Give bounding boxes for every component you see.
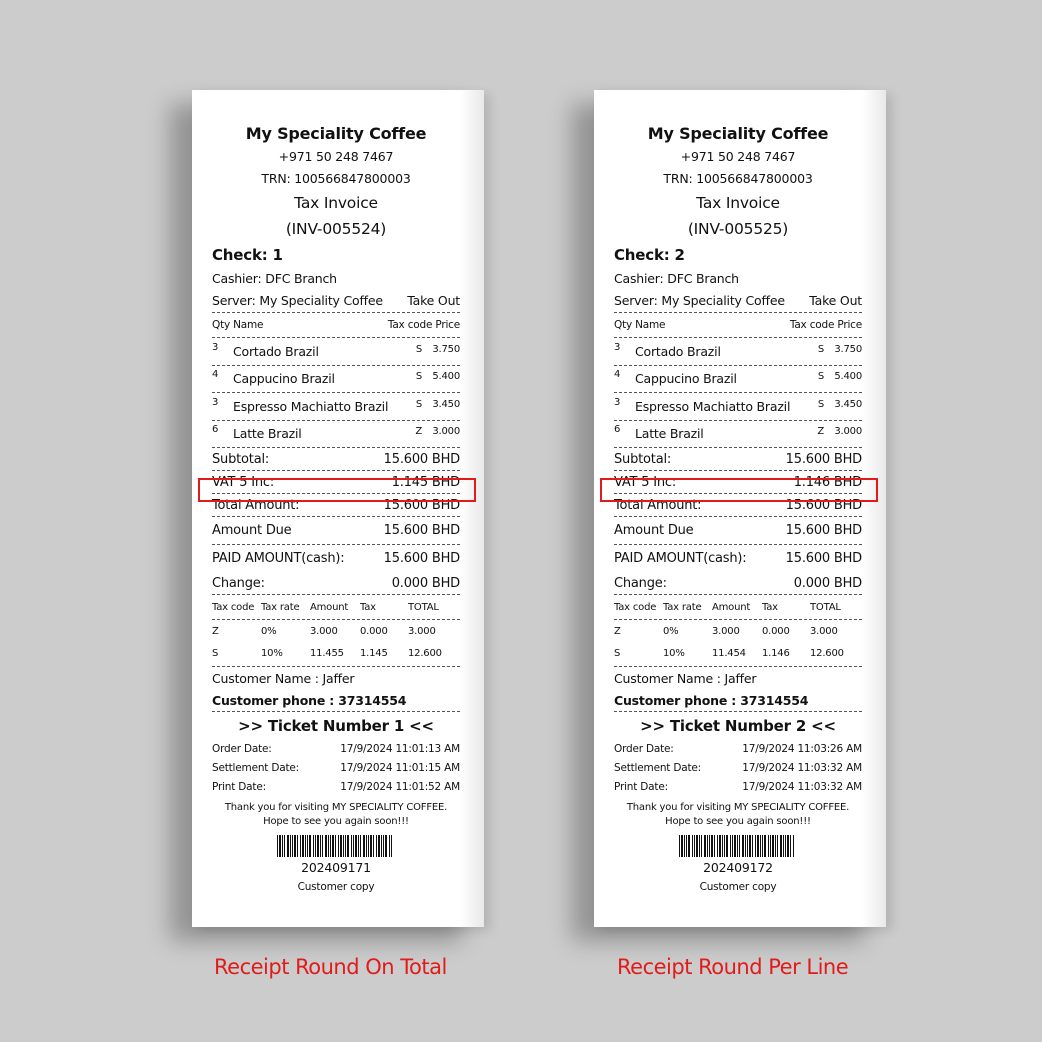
items-header [614,313,862,338]
item-name: Latte Brazil [635,426,704,442]
barcode-bar [780,835,782,857]
barcode-bar [279,835,281,857]
date-row [212,778,460,797]
store-phone: +971 50 248 7467 [680,149,796,164]
receipt-paper-round-per-line [594,90,886,927]
date-value: 17/9/2024 11:03:26 AM [742,743,862,755]
barcode-bar [355,835,357,857]
item-price: 3.000 [432,426,460,438]
amount-cell: 11.455 [310,647,344,659]
tax-code-header: Tax code [387,319,433,331]
barcode-bar [785,835,786,857]
amount-col: Amount [310,601,349,613]
barcode-bar [332,835,334,857]
tax-cell: 1.145 [360,647,388,659]
dates-list [614,740,862,797]
price-header: Price [837,319,862,331]
tax-rate-cell: 10% [663,647,685,659]
barcode-bar [768,835,769,857]
barcode-image [277,835,395,857]
item-name: Cappucino Brazil [233,371,335,387]
barcode-bar [742,835,744,857]
store-name: My Speciality Coffee [245,124,427,143]
barcode-bar [714,835,715,857]
barcode-bar [325,835,327,857]
date-label: Order Date: [614,743,674,755]
barcode-image [679,835,797,857]
barcode-bar [338,835,339,857]
items-header [212,313,460,338]
name-header: Name [635,319,666,331]
item-qty: 3 [212,341,219,353]
customer-name: Customer Name : Jaffer [614,671,757,686]
item-name: Cappucino Brazil [635,371,737,387]
barcode-bar [358,835,359,857]
trn-number: TRN: 100566847800003 [261,171,411,186]
barcode-bar [297,835,298,857]
tax-cell: 1.146 [762,647,790,659]
tax-rate-cell: 0% [663,625,679,637]
item-price: 3.750 [432,343,460,355]
trn-number: TRN: 100566847800003 [663,171,813,186]
paid-label: PAID AMOUNT(cash): [212,551,345,566]
item-name: Espresso Machiatto Brazil [635,398,791,414]
barcode-bar [287,835,289,857]
date-label: Print Date: [212,781,266,793]
thanks-line-2: Hope to see you again soon!!! [263,816,409,827]
item-price: 3.000 [834,426,862,438]
change-value: 0.000 BHD [391,575,460,591]
amount-due-label: Amount Due [212,523,292,538]
items-list [212,338,460,448]
item-tax-code: S [415,343,422,355]
barcode-bar [684,835,685,857]
thanks-line-2: Hope to see you again soon!!! [665,816,811,827]
vat-highlight-box-1 [198,478,476,502]
paid-value: 15.600 BHD [383,551,460,566]
amount-due-value: 15.600 BHD [383,523,460,538]
amount-cell: 3.000 [712,625,740,637]
paid-row [614,545,862,572]
total-col: TOTAL [810,601,841,613]
barcode-bar [734,835,736,857]
change-value: 0.000 BHD [793,575,862,591]
barcode-bar [692,835,693,857]
date-label: Settlement Date: [212,762,299,774]
total-label: Total Amount: [212,497,300,513]
price-header: Price [435,319,460,331]
date-row [614,759,862,778]
amount-due-label: Amount Due [614,523,694,538]
change-row [212,572,460,595]
item-qty: 3 [212,396,219,408]
barcode-bar [699,835,700,857]
barcode-bar [688,835,690,857]
change-label: Change: [212,575,265,591]
total-cell: 3.000 [810,625,838,637]
barcode-bar [292,835,293,857]
total-label: Total Amount: [614,497,702,513]
server-row [614,290,862,313]
date-row [614,740,862,759]
server-line: Server: My Speciality Coffee [614,293,785,308]
date-row [212,740,460,759]
date-value: 17/9/2024 11:03:32 AM [742,762,862,774]
tax-code-cell: Z [614,625,621,637]
barcode-bar [347,835,349,857]
receipt-paper-round-on-total [192,90,484,927]
customer-name: Customer Name : Jaffer [212,671,355,686]
receipt-content [212,122,460,895]
invoice-number: (INV-005524) [285,220,387,238]
barcode-bar [775,835,776,857]
barcode-bar [282,835,283,857]
barcode-bar [389,835,390,857]
item-name: Cortado Brazil [635,343,721,359]
item-tax-code: S [415,371,422,383]
barcode-bar [360,835,361,857]
check-number: Check: 1 [212,246,283,264]
barcode-bar [793,835,794,857]
copy-label: Customer copy [699,881,777,893]
name-header: Name [233,319,264,331]
barcode-bar [760,835,761,857]
item-tax-code: Z [817,426,824,438]
date-label: Settlement Date: [614,762,701,774]
barcode-bar [701,835,702,857]
barcode-bar [345,835,346,857]
vat-highlight-box-2 [600,478,878,502]
date-value: 17/9/2024 11:03:32 AM [742,781,862,793]
date-value: 17/9/2024 11:01:52 AM [340,781,460,793]
amount-col: Amount [712,601,751,613]
barcode-bar [686,835,687,857]
barcode-bar [719,835,721,857]
items-header-left [212,319,263,331]
tax-code-cell: Z [212,625,219,637]
barcode-bar [330,835,331,857]
vat-label: VAT 5 Inc: [614,474,677,490]
tax-col: Tax [762,601,778,613]
item-row [614,421,862,449]
barcode-bar [353,835,354,857]
barcode-bar [711,835,713,857]
item-row [614,393,862,421]
date-value: 17/9/2024 11:01:15 AM [340,762,460,774]
paid-row [212,545,460,572]
customer-phone: Customer phone : 37314554 [212,690,460,712]
cashier-line: Cashier: DFC Branch [212,271,337,286]
tax-code-col: Tax code [212,601,255,613]
thanks-line-1: Thank you for visiting MY SPECIALITY COFFEE. [224,802,448,813]
item-price: 3.450 [432,398,460,410]
barcode-bar [709,835,710,857]
barcode-bar [757,835,759,857]
thanks-line-1: Thank you for visiting MY SPECIALITY COFFEE. [626,802,850,813]
item-price: 3.750 [834,343,862,355]
tax-rate-cell: 0% [261,625,277,637]
barcode-bar [315,835,316,857]
item-price: 5.400 [834,371,862,383]
item-tax-code: S [817,398,824,410]
item-qty: 6 [212,424,219,436]
barcode-bar [277,835,278,857]
total-cell: 3.000 [408,625,436,637]
change-row [614,572,862,595]
barcode-bar [328,835,329,857]
item-tax-code: S [415,398,422,410]
caption-round-on-total: Receipt Round On Total [214,955,447,979]
barcode-bar [378,835,380,857]
vat-value: 1.146 BHD [793,474,862,490]
barcode-bar [309,835,311,857]
barcode-bar [290,835,291,857]
server-row [212,290,460,313]
item-qty: 3 [614,396,621,408]
item-qty: 6 [614,424,621,436]
item-name: Latte Brazil [233,426,302,442]
barcode-bar [284,835,285,857]
item-row [212,366,460,394]
item-row [614,366,862,394]
barcode-bar [679,835,680,857]
barcode-bar [730,835,731,857]
item-qty: 3 [614,341,621,353]
barcode-bar [762,835,763,857]
tax-col: Tax [360,601,376,613]
server-line: Server: My Speciality Coffee [212,293,383,308]
barcode-bar [732,835,733,857]
barcode-bar [368,835,369,857]
item-tax-code: Z [415,426,422,438]
subtotal-row [212,448,460,471]
tax-table-header [212,595,460,620]
barcode-bar [335,835,336,857]
date-label: Order Date: [212,743,272,755]
caption-round-per-line: Receipt Round Per Line [617,955,849,979]
barcode-bar [317,835,319,857]
tax-code-cell: S [212,647,219,659]
item-tax-code: S [817,343,824,355]
total-value: 15.600 BHD [383,497,460,513]
barcode-bar [694,835,695,857]
barcode-bar [681,835,683,857]
qty-header: Qty [614,319,632,331]
item-row [614,338,862,366]
total-value: 15.600 BHD [785,497,862,513]
barcode-bar [722,835,723,857]
items-header-left [614,319,665,331]
subtotal-row [614,448,862,471]
barcode-bar [385,835,387,857]
customer-phone: Customer phone : 37314554 [614,690,862,712]
vat-value: 1.145 BHD [391,474,460,490]
tax-cell: 0.000 [762,625,790,637]
total-col: TOTAL [408,601,439,613]
item-price: 5.400 [432,371,460,383]
date-row [614,778,862,797]
qty-header: Qty [212,319,230,331]
barcode-bar [707,835,708,857]
amount-cell: 3.000 [310,625,338,637]
barcode-bar [747,835,748,857]
receipt-content [614,122,862,895]
barcode-bar [777,835,778,857]
barcode-bar [363,835,365,857]
document-title: Tax Invoice [696,194,780,212]
barcode-bar [381,835,382,857]
barcode-bar [370,835,372,857]
tax-table-body [212,620,460,667]
barcode-bar [739,835,740,857]
tax-table-body [614,620,862,667]
barcode-bar [391,835,392,857]
item-price: 3.450 [834,398,862,410]
vat-label: VAT 5 Inc: [212,474,275,490]
barcode-bar [366,835,367,857]
barcode-bar [313,835,314,857]
invoice-number: (INV-005525) [687,220,789,238]
tax-table-row [212,620,460,642]
barcode-bar [790,835,791,857]
barcode-bar [340,835,342,857]
barcode-bar [294,835,296,857]
subtotal-label: Subtotal: [212,451,270,467]
paper-edge-shade [460,90,484,927]
change-label: Change: [614,575,667,591]
barcode-bar [726,835,728,857]
tax-rate-cell: 10% [261,647,283,659]
tax-code-col: Tax code [614,601,657,613]
item-row [212,338,460,366]
tax-code-cell: S [614,647,621,659]
barcode-bar [764,835,766,857]
barcode-bar [745,835,746,857]
paper-edge-shade [862,90,886,927]
barcode-bar [737,835,738,857]
barcode-bar [351,835,352,857]
tax-rate-col: Tax rate [663,601,702,613]
barcode-bar [300,835,301,857]
subtotal-value: 15.600 BHD [785,451,862,467]
item-row [212,421,460,449]
barcode-number: 202409172 [703,860,773,875]
barcode-bar [755,835,756,857]
tax-rate-col: Tax rate [261,601,300,613]
tax-cell: 0.000 [360,625,388,637]
copy-label: Customer copy [297,881,375,893]
barcode-bar [787,835,789,857]
store-phone: +971 50 248 7467 [278,149,394,164]
date-value: 17/9/2024 11:01:13 AM [340,743,460,755]
amount-due-row [212,517,460,545]
amount-due-value: 15.600 BHD [785,523,862,538]
date-label: Print Date: [614,781,668,793]
total-cell: 12.600 [810,647,844,659]
store-name: My Speciality Coffee [647,124,829,143]
barcode-bar [302,835,304,857]
barcode-bar [749,835,751,857]
items-header-right [388,319,460,331]
order-type: Take Out [407,293,460,308]
total-cell: 12.600 [408,647,442,659]
order-type: Take Out [809,293,862,308]
barcode-bar [322,835,323,857]
barcode-bar [770,835,771,857]
tax-table-header [614,595,862,620]
barcode-bar [752,835,753,857]
amount-cell: 11.454 [712,647,746,659]
barcode-bar [307,835,308,857]
ticket-number: >> Ticket Number 1 << [238,717,434,735]
subtotal-value: 15.600 BHD [383,451,460,467]
barcode-bar [320,835,321,857]
item-tax-code: S [817,371,824,383]
barcode-bar [783,835,784,857]
barcode-bar [343,835,344,857]
item-qty: 4 [212,369,219,381]
tax-table-row [212,642,460,664]
tax-table-row [614,642,862,664]
document-title: Tax Invoice [294,194,378,212]
item-name: Cortado Brazil [233,343,319,359]
barcode-bar [696,835,698,857]
barcode-bar [704,835,706,857]
barcode-bar [772,835,774,857]
barcode-bar [376,835,377,857]
dates-list [212,740,460,797]
paid-value: 15.600 BHD [785,551,862,566]
barcode-bar [373,835,374,857]
items-list [614,338,862,448]
check-number: Check: 2 [614,246,685,264]
barcode-bar [383,835,384,857]
barcode-bar [724,835,725,857]
items-header-right [790,319,862,331]
barcode-number: 202409171 [301,860,371,875]
tax-code-header: Tax code [789,319,835,331]
item-name: Espresso Machiatto Brazil [233,398,389,414]
paid-label: PAID AMOUNT(cash): [614,551,747,566]
item-row [212,393,460,421]
date-row [212,759,460,778]
barcode-bar [717,835,718,857]
barcode-bar [305,835,306,857]
item-qty: 4 [614,369,621,381]
subtotal-label: Subtotal: [614,451,672,467]
ticket-number: >> Ticket Number 2 << [640,717,836,735]
amount-due-row [614,517,862,545]
cashier-line: Cashier: DFC Branch [614,271,739,286]
tax-table-row [614,620,862,642]
